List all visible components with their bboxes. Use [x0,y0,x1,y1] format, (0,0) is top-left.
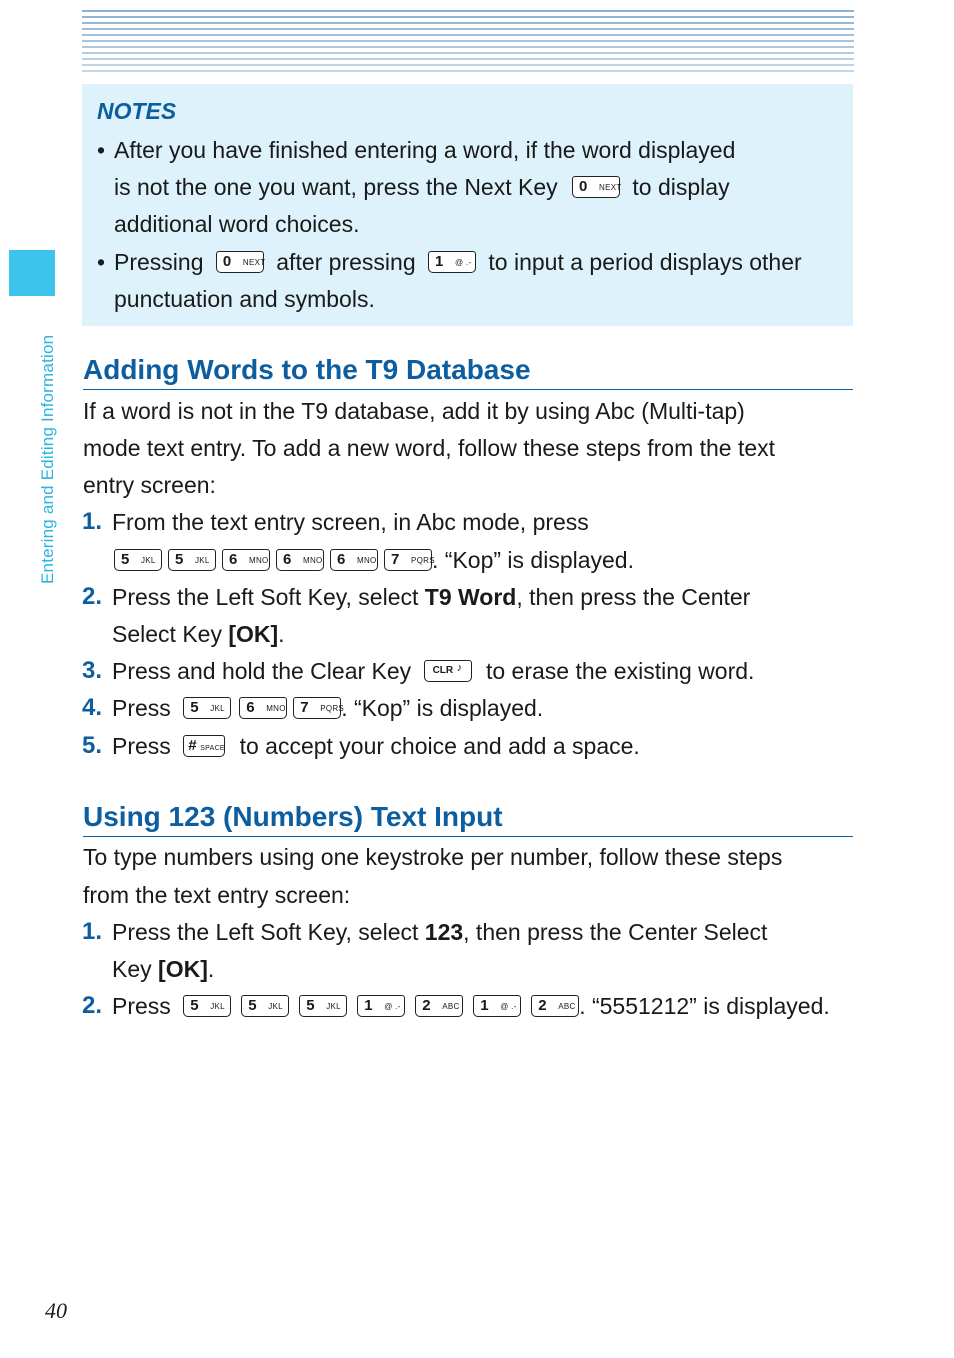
side-tab-label: Entering and Editing Information [38,334,57,584]
key-5-jkl-icon: 5 JKL [114,549,162,571]
step-text: From the text entry screen, in Abc mode, press [112,509,589,535]
step-keys-line [114,545,634,575]
step-number: 2. [82,992,103,1019]
key-5-jkl-icon: 5 JKL [183,995,231,1017]
note-text: Pressing [114,249,204,275]
step-number: 5. [82,732,103,759]
note-1-line-1: After you have finished entering a word, if the word displayed [114,137,736,163]
note-2-line-1 [114,247,802,277]
paragraph-line: entry screen: [83,472,216,498]
note-text: to input a period displays other [488,249,802,275]
step-number: 1. [82,918,103,945]
key-1-symbols-icon: 1 @ .- [357,995,405,1017]
note-2-line-2: punctuation and symbols. [114,286,375,312]
paragraph-line: from the text entry screen: [83,882,351,908]
note-1-line-2 [114,172,730,202]
step-text: Press 5 JKL 6 MNO 7 PQRS . “Kop” is displayed. [112,695,544,721]
key-1-symbols-icon: 1 @ .- [428,251,476,273]
note-text: to display [632,174,730,200]
paragraph-line: If a word is not in the T9 database, add it by using Abc (Multi-tap) [83,398,745,424]
key-2-abc-icon: 2 ABC [415,995,463,1017]
key-6-mno-icon: 6 MNO [330,549,378,571]
step-text: . “Kop” is displayed. [432,547,634,573]
key-1-symbols-icon: 1 @ .- [473,995,521,1017]
step-text: Press the Left Soft Key, select T9 Word, then press the Center [112,584,751,610]
step-text: Press # SPACE to accept your choice and add a space. [112,733,640,759]
bullet: • [97,249,106,275]
paragraph-line: mode text entry. To add a new word, follow these steps from the text [83,435,776,461]
key-7-pqrs-icon: 7 PQRS [293,697,341,719]
key-5-jkl-icon: 5 JKL [168,549,216,571]
section-heading: Adding Words to the T9 Database [83,354,531,385]
header-stripes [82,10,854,76]
heading-rule [83,389,853,390]
step-number: 3. [82,657,103,684]
key-5-jkl-icon: 5 JKL [299,995,347,1017]
step-text: Press the Left Soft Key, select 123, then press the Center Select [112,919,768,945]
step-number: 1. [82,508,103,535]
key-0-next-icon: 0 NEXT [216,251,264,273]
step-text: Press and hold the Clear Key CLR ♪ to erase the existing word. [112,658,755,684]
step-text: Key [OK]. [112,956,215,982]
key-6-mno-icon: 6 MNO [239,697,287,719]
step-number: 4. [82,694,103,721]
notes-title: NOTES [97,98,177,124]
key-7-pqrs-icon: 7 PQRS [384,549,432,571]
page-number: 40 [45,1298,67,1323]
heading-rule [83,836,853,837]
note-1-line-3: additional word choices. [114,211,360,237]
bullet: • [97,137,106,163]
step-text: Press 5 JKL 5 JKL 5 JKL 1 @ .- 2 ABC 1 @ .- 2 ABC . “5551212” is displayed. [112,993,830,1019]
key-6-mno-icon: 6 MNO [222,549,270,571]
key-0-next-icon: 0 NEXT [572,176,620,198]
section-heading: Using 123 (Numbers) Text Input [83,801,503,832]
note-text: is not the one you want, press the Next Key [114,174,558,200]
key-hash-space-icon: # SPACE [183,735,225,757]
key-clear-icon: CLR ♪ [424,660,472,682]
key-2-abc-icon: 2 ABC [531,995,579,1017]
step-number: 2. [82,583,103,610]
paragraph-line: To type numbers using one keystroke per number, follow these steps [83,844,783,870]
key-5-jkl-icon: 5 JKL [183,697,231,719]
key-6-mno-icon: 6 MNO [276,549,324,571]
note-text: after pressing [276,249,416,275]
key-5-jkl-icon: 5 JKL [241,995,289,1017]
side-tab-block [9,250,55,296]
step-text: Select Key [OK]. [112,621,285,647]
